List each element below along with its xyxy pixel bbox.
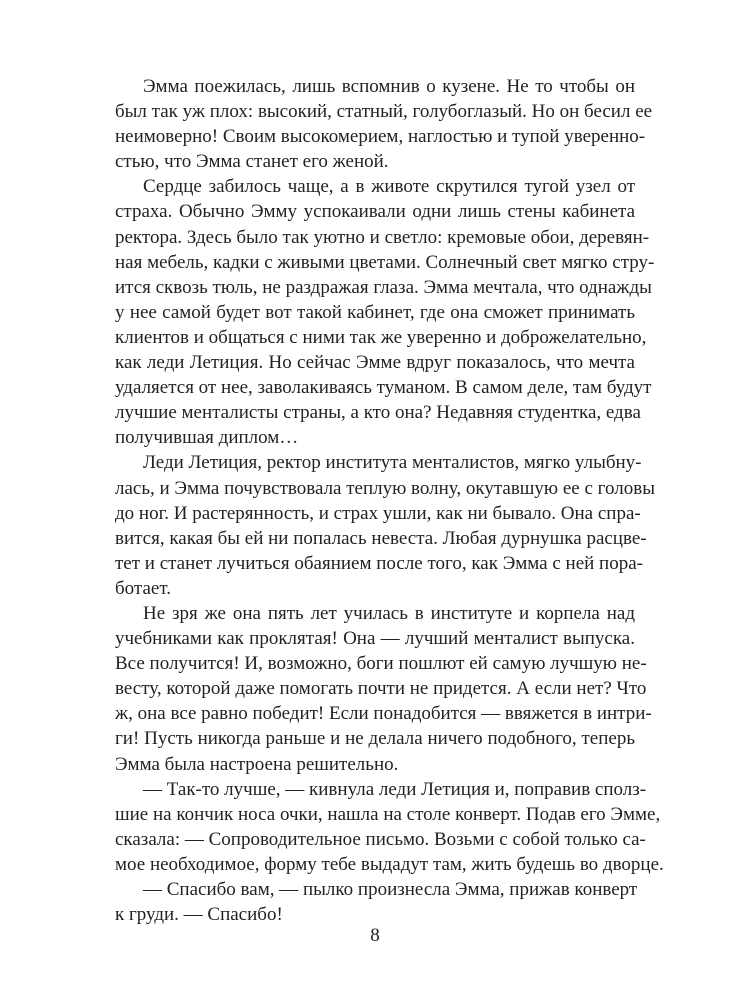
text-line: тет и станет лучиться обаянием после того, как Эмма с ней пора- [115,552,643,574]
text-line: получившая диплом… [115,427,299,449]
text-line: был так уж плох: высокий, статный, голубоглазый. Но он бесил ее [115,101,653,123]
text-line: лась, и Эмма почувствовала теплую волну, окутавшую ее с головы [115,477,655,499]
text-line: мое необходимое, форму тебе выдадут там, жить будешь во дворце. [115,853,664,875]
text-line: неимоверно! Своим высокомерием, наглостью и тупой уверенно- [115,126,646,148]
page-number: 8 [370,925,380,946]
text-line: учебниками как проклятая! Она — лучший менталист выпуска. [115,628,635,650]
text-line: ж, она все равно победит! Если понадобится — ввяжется в интри- [115,703,652,725]
text-line: Сердце забилось чаще, а в животе скрутился тугой узел от [143,176,635,198]
text-line: Все получится! И, возможно, боги пошлют ей самую лучшую не- [115,653,647,675]
text-line: весту, которой даже помогать почти не придется. А если нет? Что [115,678,647,700]
body-text [115,74,664,927]
text-line: страха. Обычно Эмму успокаивали одни лишь стены кабинета [115,201,635,223]
text-line: как леди Летиция. Но сейчас Эмме вдруг показалось, что мечта [115,352,635,374]
text-line: ится сквозь тюль, не раздражая глаза. Эмма мечтала, что однажды [115,276,652,298]
text-line: Не зря же она пять лет училась в институте и корпела над [143,602,635,624]
text-line: Эмма была настроена решительно. [115,753,399,775]
text-line: вится, какая бы ей ни попалась невеста. Любая дурнушка расцве- [115,527,647,549]
text-line: ректора. Здесь было так уютно и светло: кремовые обои, деревян- [115,226,650,248]
text-line: до ног. И растерянность, и страх ушли, как ни бывало. Она спра- [115,502,641,524]
text-line: Леди Летиция, ректор института менталистов, мягко улыбну- [143,452,642,474]
text-line: — Так-то лучше, — кивнула леди Летиция и, поправив сполз- [143,778,647,800]
text-line: стью, что Эмма станет его женой. [115,151,389,173]
text-line: — Спасибо вам, — пылко произнесла Эмма, прижав конверт [143,879,638,900]
text-line: клиентов и общаться с ними так же уверенно и доброжелательно, [115,326,647,348]
text-line: сказала: — Сопроводительное письмо. Возьми с собой только са- [115,828,646,850]
text-line: шие на кончик носа очки, нашла на столе конверт. Подав его Эмме, [115,803,661,825]
text-line: лучшие менталисты страны, а кто она? Недавняя студентка, едва [115,402,641,424]
text-line: ботает. [115,577,171,599]
text-line: ная мебель, кадки с живыми цветами. Солнечный свет мягко стру- [115,251,655,273]
text-line: у нее самой будет вот такой кабинет, где она сможет принимать [115,301,635,323]
text-line: Эмма поежилась, лишь вспомнив о кузене. Не то чтобы он [143,76,635,97]
text-line: ги! Пусть никогда раньше и не делала ничего подобного, теперь [115,728,635,750]
text-line: удаляется от нее, заволакиваясь туманом. В самом деле, там будут [115,377,652,399]
text-line: к груди. — Спасибо! [115,904,283,926]
